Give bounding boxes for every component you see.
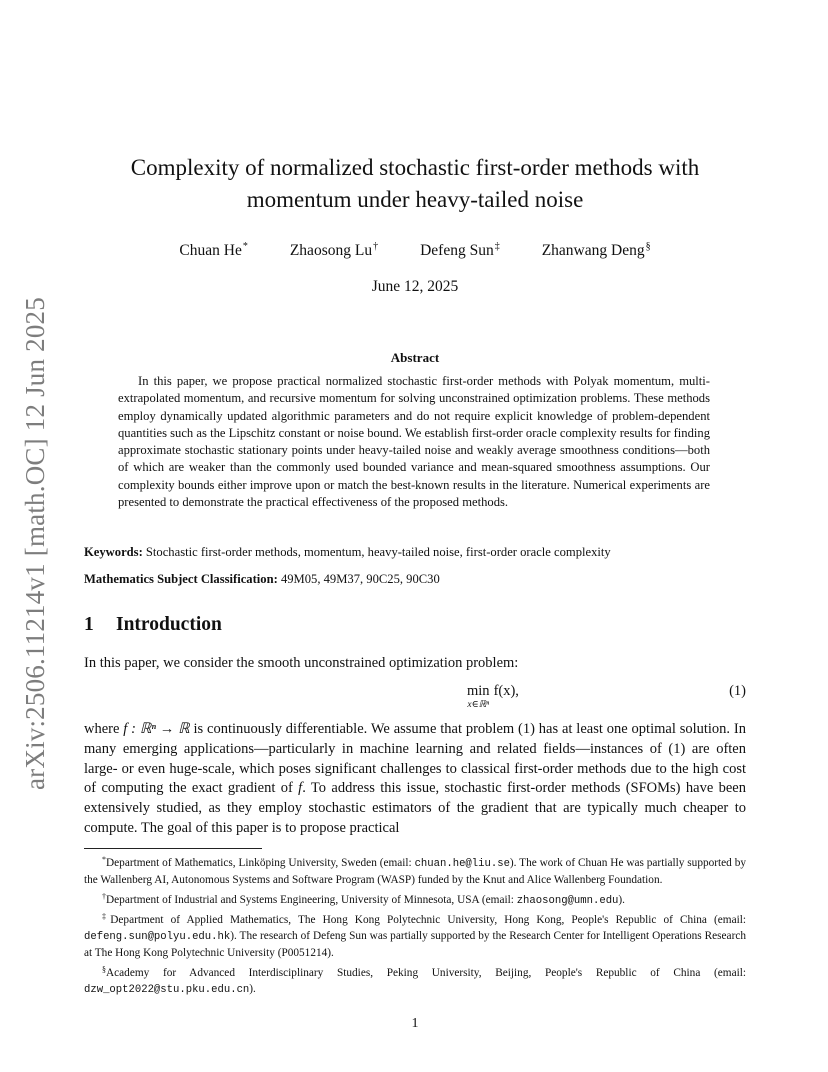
author-list (84, 241, 746, 260)
footnote-text: ). The work of Chuan He was partially supported by the Wallenberg AI, Autonomous Systems and Software Program (WASP) funded by the Knut and Alice Wallenberg Foundation. (84, 857, 746, 886)
section-heading (84, 614, 222, 636)
section-number: 1 (84, 614, 94, 635)
arxiv-identifier-stamp: arXiv:2506.11214v1 [math.OC] 12 Jun 2025 (20, 297, 50, 790)
page-number: 1 (411, 1016, 419, 1031)
paper-title (84, 152, 746, 216)
footnote-rule (84, 848, 262, 849)
author (290, 241, 378, 260)
equation-number: (1) (729, 683, 746, 699)
intro-math-inline: f (298, 780, 303, 797)
footnote (84, 909, 746, 961)
intro-text-part: . To address this issue, stochastic first-order methods (SFOMs) have been extensively studied, as they employ stochastic estimators of the gradient that are typically much cheaper to compute. The goal of this paper is to propose practical (84, 780, 746, 836)
footnote-text: Department of Applied Mathematics, The Hong Kong Polytechnic University, Hong Kong, People's Republic of China (email: (110, 914, 747, 927)
author-footnote-mark: † (373, 241, 379, 252)
author (420, 241, 500, 260)
footnotes (84, 852, 746, 998)
title-line-2: momentum under heavy-tailed noise (246, 187, 584, 212)
author-name: Chuan He (179, 242, 242, 259)
title-line-1: Complexity of normalized stochastic first-order methods with (130, 155, 700, 180)
section-title: Introduction (116, 614, 222, 635)
paper-date: June 12, 2025 (371, 278, 459, 295)
equation-subscript: x∈ℝⁿ (467, 700, 490, 710)
msc-line (84, 571, 746, 588)
author (179, 241, 247, 260)
intro-text-part: is continuously differentiable. We assume that problem (1) has at least one optimal solution. In many emerging applications—particularly in machine learning and related fields—instances of (1) are often large- or even huge-scale, which poses significant challenges to classical first-order methods due to the high cost of computing the exact gradient of (84, 721, 746, 797)
footnote (84, 962, 746, 999)
author-name: Defeng Sun (420, 242, 494, 259)
footnote-email-link[interactable]: defeng.sun@polyu.edu.hk (84, 931, 231, 944)
footnote-text: ). (249, 982, 256, 995)
author (542, 241, 651, 260)
keywords-text: Stochastic first-order methods, momentum, heavy-tailed noise, first-order oracle complexity (145, 545, 611, 559)
author-footnote-mark: * (242, 241, 248, 252)
abstract-heading: Abstract (390, 350, 440, 365)
msc-text: 49M05, 49M37, 90C25, 90C30 (280, 572, 440, 586)
keywords-line (84, 544, 746, 561)
footnote-mark: † (102, 891, 106, 901)
footnote (84, 852, 746, 889)
footnote (84, 889, 746, 910)
footnote-email-link[interactable]: chuan.he@liu.se (414, 858, 510, 870)
footnote-text: Department of Industrial and Systems Engineering, University of Minnesota, USA (email: (106, 893, 517, 906)
author-name: Zhanwang Deng (541, 242, 645, 259)
equation-operator: min (467, 683, 490, 699)
footnote-email-link[interactable]: zhaosong@umn.edu (516, 894, 619, 907)
intro-paragraph-2 (84, 720, 746, 839)
abstract-text: In this paper, we propose practical normalized stochastic first-order methods with Polyak momentum, multi-extrapolated momentum, and recursive momentum for solving unconstrained optimization problems. These methods employ dynamically updated algorithmic parameters and do not require explicit knowledge of problem-dependent quantities such as the Lipschitz constant or noise bound. We establish first-order oracle complexity results for finding approximate stochastic stationary points under heavy-tailed noise and weakly average smoothness conditions—both of which are weaker than the commonly used bounded variance and mean-squared smoothness assumptions. Our complexity bounds either improve upon or match the best-known results in the literature. Numerical experiments are presented to demonstrate the practical effectiveness of the proposed methods. (118, 374, 710, 510)
footnote-text: ). (618, 893, 626, 906)
author-name: Zhaosong Lu (289, 242, 373, 259)
equation-body (467, 684, 519, 712)
footnote-mark: ‡ (102, 912, 111, 922)
keywords-label: Keywords: (84, 545, 143, 559)
footnote-mark: * (102, 855, 106, 864)
equation-min-operator (467, 684, 490, 712)
intro-paragraph-1: In this paper, we consider the smooth unconstrained optimization problem: (84, 655, 519, 671)
msc-label: Mathematics Subject Classification: (84, 572, 278, 586)
equation-expression: f(x), (493, 683, 519, 699)
footnote-text: ). The research of Defeng Sun was partially supported by the Research Center for Intelligent Operations Research at The Hong Kong Polytechnic University (P0051214). (84, 930, 746, 959)
footnote-text: Department of Mathematics, Linköping University, Sweden (email: (106, 857, 415, 869)
intro-math-inline: f : ℝⁿ → ℝ (123, 721, 190, 737)
footnote-text: Academy for Advanced Interdisciplinary Studies, Peking University, Beijing, People's Republic of China (email: (106, 966, 746, 979)
footnote-mark: § (102, 964, 106, 974)
display-equation (84, 684, 746, 716)
intro-text-part: where (84, 721, 124, 737)
author-footnote-mark: § (645, 241, 651, 252)
footnote-email-link[interactable]: dzw_opt2022@stu.pku.edu.cn (84, 983, 250, 996)
author-footnote-mark: ‡ (494, 241, 500, 252)
